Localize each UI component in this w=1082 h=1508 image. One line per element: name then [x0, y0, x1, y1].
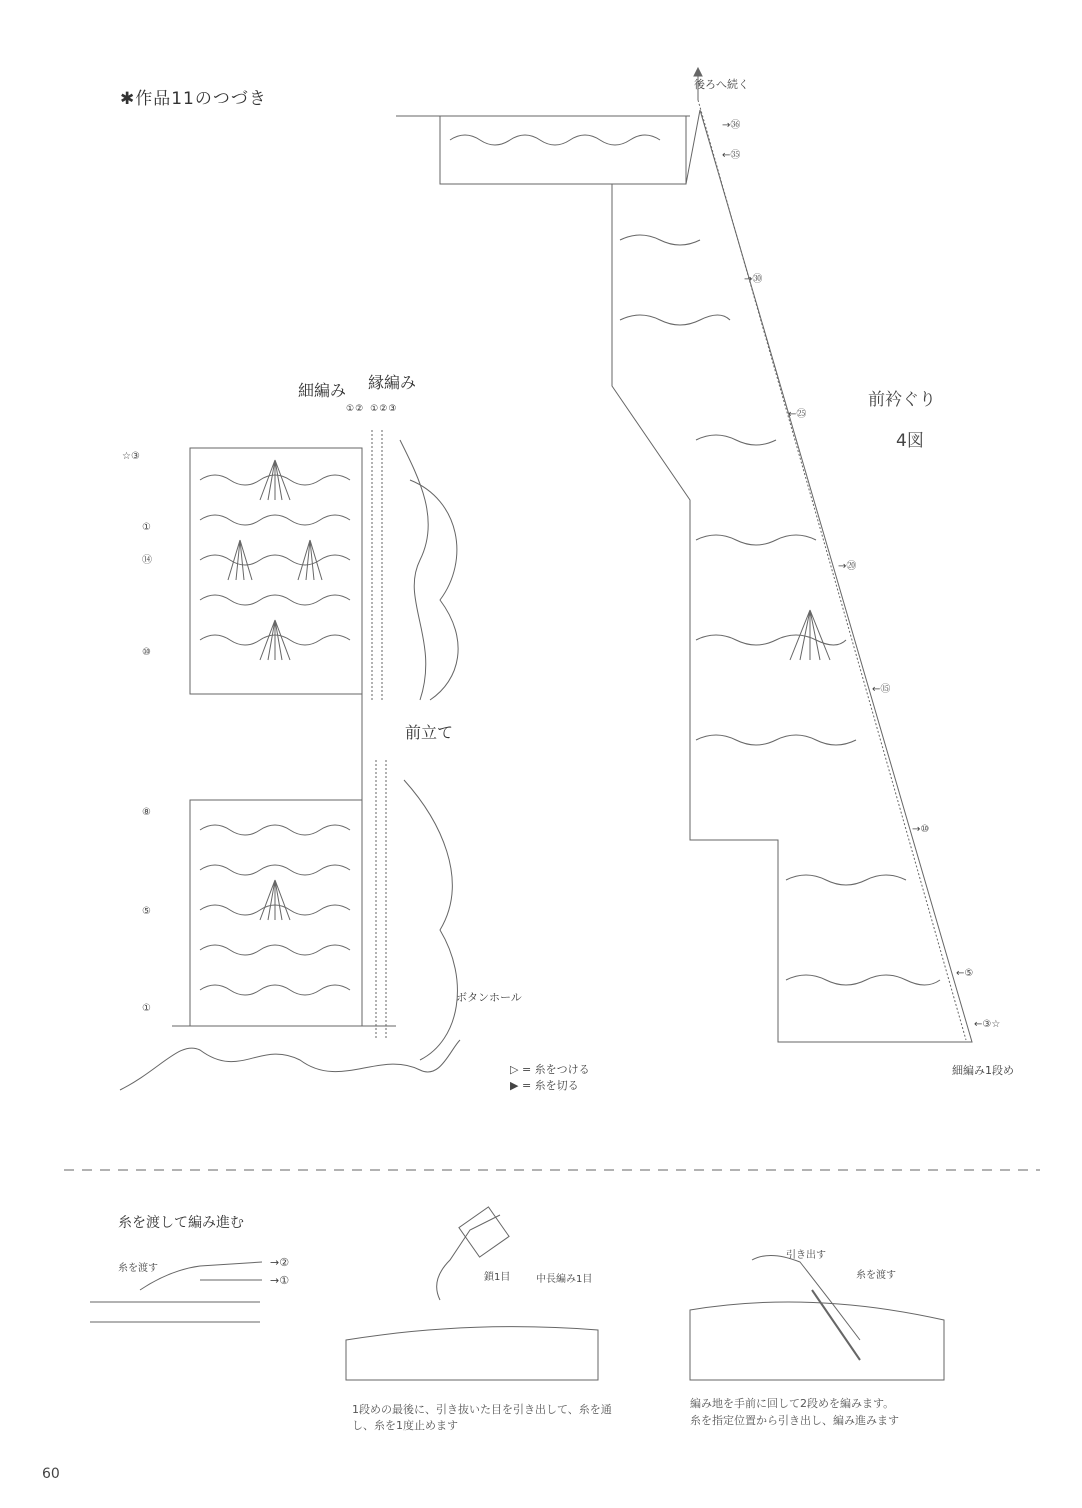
- upper-block-outline: [190, 448, 362, 694]
- col-num-5: ③: [388, 404, 398, 414]
- fan-motif-lower: [260, 620, 290, 660]
- attach-yarn-icon: ▷: [510, 1063, 519, 1076]
- cut-yarn-icon: ▶: [510, 1079, 519, 1092]
- row-label-20: →⑳: [838, 561, 857, 572]
- wedge-wave-2: [620, 315, 730, 325]
- section-title-pass-yarn: 糸を渡して編み進む: [118, 1215, 244, 1231]
- row-label-25: ←㉕: [788, 409, 807, 420]
- label-pass-yarn-2: 糸を渡す: [856, 1270, 896, 1281]
- illustration-yarn-path: [752, 1255, 860, 1340]
- wedge-wave-6: [696, 735, 856, 745]
- fig3-caption-1: 編み地を手前に回して2段めを編みます。: [690, 1397, 895, 1410]
- wedge-wave-8: [786, 975, 940, 985]
- row-label-15: ←⑮: [872, 684, 891, 695]
- wave-row-10: [200, 985, 350, 995]
- label-front-band: 前立て: [405, 723, 454, 742]
- wave-row-7: [200, 865, 350, 875]
- neckline-wedge-outline: [612, 110, 972, 1042]
- top-band-wave: [450, 135, 660, 145]
- top-band-rect: [440, 116, 686, 184]
- small-chart-pass-yarn: [140, 1262, 262, 1290]
- illustration-hook-1: [437, 1215, 500, 1300]
- fig2-caption: 1段めの最後に、引き抜いた目を引き出して、糸を通し、糸を1度止めます: [352, 1403, 612, 1432]
- page-number: 60: [42, 1466, 60, 1482]
- lower-block-outline: [190, 800, 362, 1026]
- fan-motif-lower-block: [260, 880, 290, 920]
- wedge-wave-4: [696, 535, 816, 545]
- row-label-1-lower: ①: [142, 1003, 151, 1014]
- label-pass-yarn-1: 糸を渡す: [118, 1263, 158, 1274]
- continue-arrow-head: [694, 68, 702, 76]
- edge-scallop-lower: [404, 780, 457, 1060]
- label-sc-row1: 細編み1段め: [952, 1064, 1014, 1077]
- row-label-10-right: →⑩: [912, 824, 930, 835]
- row-mark-2: →②: [270, 1256, 290, 1269]
- wedge-wave-1: [620, 235, 700, 245]
- row-label-1-upper: ①: [142, 522, 151, 533]
- wedge-wave-3: [696, 435, 776, 445]
- edge-scallop-upper-outer: [410, 480, 458, 700]
- col-num-3: ①: [370, 404, 380, 414]
- small-chart-rows: [90, 1302, 260, 1322]
- row-label-36: →㊱: [722, 120, 741, 131]
- illustration-fabric-2: [690, 1302, 944, 1380]
- legend-attach-text: = 糸をつける: [521, 1063, 590, 1076]
- row-label-star-3: ☆③: [122, 451, 140, 462]
- label-front-neckline: 前衿ぐり: [868, 390, 936, 410]
- col-num-2: ②: [355, 404, 365, 414]
- fig3-caption-2: 糸を指定位置から引き出し、編み進みます: [690, 1414, 899, 1427]
- edge-scallop-upper: [400, 440, 428, 700]
- label-hdc-1: 中長編み1目: [536, 1274, 593, 1285]
- page-title: ✱作品11のつづき: [120, 89, 267, 109]
- row-label-5: ⑤: [142, 906, 151, 917]
- illustration-hook-2: [812, 1290, 860, 1360]
- label-buttonhole: ボタンホール: [456, 991, 522, 1004]
- wave-row-9: [200, 945, 350, 955]
- row-label-5-right: ←⑤: [956, 968, 974, 979]
- fan-motif-upper: [260, 460, 290, 500]
- row-label-35: ←㉟: [722, 150, 741, 161]
- row-label-30: →㉚: [744, 274, 763, 285]
- fan-motif-left: [228, 540, 252, 580]
- label-chain-1: 鎖1目: [484, 1272, 511, 1283]
- label-pull-out: 引き出す: [786, 1250, 826, 1261]
- label-single-crochet: 細編み: [298, 381, 347, 400]
- illustration-hand-1: [459, 1207, 509, 1257]
- wave-row-6: [200, 825, 350, 835]
- wave-row-2: [200, 515, 350, 525]
- illustration-fabric-1: [346, 1327, 598, 1380]
- fan-motif-right: [298, 540, 322, 580]
- row-label-10: ⑩: [142, 647, 151, 658]
- row-label-8: ⑧: [142, 807, 151, 818]
- label-continue-back: 後ろへ続く: [694, 78, 749, 91]
- bottom-edging-curve: [120, 1040, 460, 1090]
- row-mark-1: →①: [270, 1274, 290, 1287]
- row-label-14: ⑭: [142, 555, 152, 566]
- wave-row-3: [200, 555, 350, 565]
- row-label-3-star: ←③☆: [974, 1019, 1001, 1030]
- wedge-wave-7: [786, 875, 906, 885]
- col-num-1: ①: [346, 404, 356, 414]
- legend-cut-text: = 糸を切る: [521, 1079, 579, 1092]
- label-figure-4: 4図: [896, 431, 924, 451]
- col-num-4: ②: [379, 404, 389, 414]
- label-edging: 縁編み: [368, 373, 417, 392]
- wave-row-4: [200, 595, 350, 605]
